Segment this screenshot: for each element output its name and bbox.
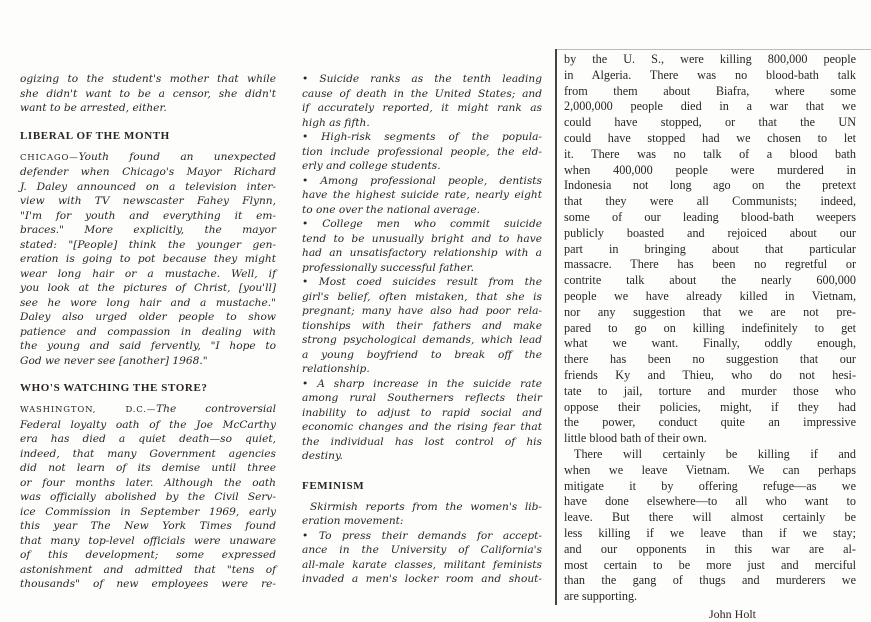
text-line: when we leave Vietnam. We can perhaps — [564, 462, 856, 477]
dateline: CHICAGO— — [20, 152, 79, 163]
text-line: high as fifth. — [302, 116, 370, 129]
author-signature: John Holt — [708, 606, 756, 621]
text-line: see he wore long hair and a mustache." — [20, 296, 276, 309]
text-line: mitigate it by offering refuge—as we — [564, 478, 856, 493]
text-line: part in bringing about that particular — [564, 241, 856, 256]
bloodbath-paragraph — [564, 52, 856, 447]
section-heading-store: WHO'S WATCHING THE STORE? — [20, 382, 208, 394]
text-line: tate to jail, torture and murder those who — [564, 383, 856, 398]
text-line: • Among professional people, dentists — [302, 174, 542, 187]
dateline: WASHINGTON, D.C.— — [20, 405, 157, 415]
text-line: • Most coed suicides result from the — [302, 276, 542, 288]
text-line: it. There was no talk of a blood bath — [564, 146, 856, 161]
text-line: girl's belief, often mistaken, that she is — [302, 290, 542, 303]
text-line: 2,000,000 people died in a war that we — [564, 99, 856, 114]
text-line: contrite talk about the nearly 600,000 — [564, 273, 856, 288]
text-line: defender when Chicago's Mayor Richard — [20, 166, 276, 178]
text-line: economic changes and the rising fear that — [302, 421, 542, 433]
text-line: braces." More explicitly, the mayor — [20, 224, 276, 236]
text-line: among rural Southerners reflects their — [302, 392, 542, 404]
text-line: the young and said fervently, "I hope to — [20, 340, 276, 352]
text-line: view with TV newscaster Fahey Flynn, — [20, 195, 276, 207]
text-line: Youth found an unexpected — [78, 150, 276, 163]
text-line: Indonesia not long ago on the pretext — [564, 178, 856, 193]
text-line: erly and college students. — [302, 160, 441, 172]
text-line: nor any suggestion that we are not pre- — [564, 304, 856, 319]
text-line: the power, conduct quite an impressive — [564, 415, 856, 430]
text-line: had an unsatisfactory relationship with a — [302, 247, 542, 259]
text-line: massacre. There has been no regretful or — [564, 257, 856, 272]
intro-paragraph — [20, 72, 276, 116]
text-line: to one over the national average. — [302, 203, 481, 216]
text-line: you look at the pictures of Christ, [you'll] — [20, 282, 276, 294]
text-line: and our opponents in this war are al- — [564, 541, 856, 556]
text-line: oppose their policies, might, if they had — [564, 399, 856, 414]
column-middle — [302, 72, 542, 605]
liberal-paragraph — [20, 150, 276, 369]
text-line: this year The New York Times found — [20, 520, 276, 532]
top-rule — [555, 49, 871, 50]
text-line: in Algeria. There was no blood-bath talk — [564, 67, 856, 82]
section-heading-feminism: FEMINISM — [302, 479, 365, 492]
text-line: that many top-level officials were unaware — [20, 534, 276, 547]
text-line: could have stopped had we chosen to let — [564, 130, 856, 145]
text-line: The controversial — [156, 403, 276, 415]
text-line: have done elsewhere—to all who want to — [564, 494, 856, 509]
text-line: stated: "[People] think the younger gen- — [20, 238, 276, 251]
text-line: pregnant; many have also had poor rela- — [302, 305, 542, 317]
text-line: that they were all Communists; indeed, — [564, 194, 856, 209]
feminism-paragraph — [302, 500, 542, 587]
text-line: was officially abolished by the Civil Serv- — [20, 491, 276, 503]
column-left — [20, 72, 276, 605]
text-line: ogizing to the student's mother that while — [20, 73, 276, 85]
text-line: tend to be unusually bright and to have — [302, 232, 542, 245]
text-line: less killing if we leave than if we stay; — [564, 525, 856, 540]
text-line: eration movement: — [302, 515, 404, 527]
text-line: pared to go on killing indefinitely to get — [564, 320, 856, 335]
text-line: than the gang of thugs and murderers we — [564, 573, 856, 588]
text-line: publicly boasted and rejoiced about our — [564, 225, 856, 240]
killing-paragraph — [564, 447, 856, 605]
text-line: inability to adjust to rapid social and — [302, 406, 542, 419]
text-line: cause of death in the United States; and — [302, 87, 542, 100]
text-line: invaded a men's locker room and shout- — [302, 573, 542, 585]
text-line: Daley also urged older people to show — [20, 311, 276, 323]
text-line: little blood bath of their own. — [564, 431, 707, 446]
text-line: strong psychological demands, which lead — [302, 334, 542, 346]
text-line: want to be arrested, either. — [20, 102, 167, 114]
text-line: tionships with their fathers and make — [302, 319, 542, 332]
column-right — [564, 52, 856, 621]
text-line: Federal loyalty oath of the Joe McCarthy — [20, 418, 276, 431]
text-line: "I'm for youth and everything it em- — [20, 209, 276, 222]
text-line: people we have already killed in Vietnam, — [564, 288, 856, 303]
suicide-list — [302, 72, 542, 464]
text-line: the individual has lost control of his — [302, 435, 542, 448]
store-paragraph — [20, 402, 276, 592]
text-line: Skirmish reports from the women's lib- — [310, 500, 542, 513]
text-line: ice Commission in September 1969, early — [20, 505, 276, 518]
text-line: thousands" of new employees were re- — [20, 578, 276, 590]
text-line: some of our leading blood-bath weepers — [564, 209, 856, 224]
text-line: patience and compassion in dealing with — [20, 325, 276, 338]
text-line: or four months later. Although the oath — [20, 476, 276, 489]
text-line: a young boyfriend to break off the — [302, 348, 542, 361]
text-line: she didn't want to be a censor, she didn't — [20, 87, 276, 100]
section-heading-liberal: LIBERAL OF THE MONTH — [20, 129, 170, 142]
text-line: • A sharp increase in the suicide rate — [302, 377, 542, 390]
text-line: of this development; some expressed — [20, 549, 276, 561]
text-line: ance in the University of California's — [302, 544, 542, 556]
text-line: destiny. — [302, 450, 343, 462]
text-line: could have stopped, or that the UN — [564, 115, 856, 130]
text-line: • College men who commit suicide — [302, 218, 542, 230]
text-line: from them about Biafra, where some — [564, 83, 856, 98]
text-line: if accurately reported, it might rank as — [302, 102, 542, 114]
text-line: astonishment and admitted that "tens of — [20, 563, 276, 576]
text-line: God we never see [another] 1968." — [20, 354, 208, 367]
text-line: There will certainly be killing if and — [574, 446, 856, 461]
text-line: era has died a quiet death—so quiet, — [20, 433, 276, 445]
text-line: by the U. S., were killing 800,000 people — [564, 52, 856, 66]
text-line: • Suicide ranks as the tenth leading — [302, 73, 542, 85]
column-rule — [555, 49, 557, 605]
text-line: did not learn of its demise until three — [20, 462, 276, 474]
text-line: • To press their demands for accept- — [302, 529, 542, 542]
text-line: relationship. — [302, 363, 370, 375]
text-line: leave. But there will almost certainly be — [564, 510, 856, 525]
text-line: professionally successful father. — [302, 261, 474, 274]
text-line: are supporting. — [564, 589, 638, 604]
text-line: eration is going to pot because they might — [20, 253, 276, 265]
text-line: indeed, that many Government agencies — [20, 447, 276, 460]
text-line: when 400,000 people were murdered in — [564, 162, 856, 177]
text-line: wear long hair or a mustache. Well, if — [20, 267, 276, 280]
text-line: there has been no suggestion that our — [564, 352, 856, 367]
text-line: • High-risk segments of the popula- — [302, 131, 542, 143]
text-line: all-male karate classes, militant feminists — [302, 558, 542, 571]
text-line: most certain to be more just and merciful — [564, 557, 856, 572]
text-line: J. Daley announced on a television inter- — [20, 180, 276, 193]
text-line: friends Ky and Thieu, who do not hesi- — [564, 367, 856, 382]
text-line: tion include professional people, the eld- — [302, 145, 542, 158]
text-line: what we want. Finally, oddly enough, — [564, 336, 856, 351]
text-line: have the highest suicide rate, nearly eight — [302, 189, 542, 201]
